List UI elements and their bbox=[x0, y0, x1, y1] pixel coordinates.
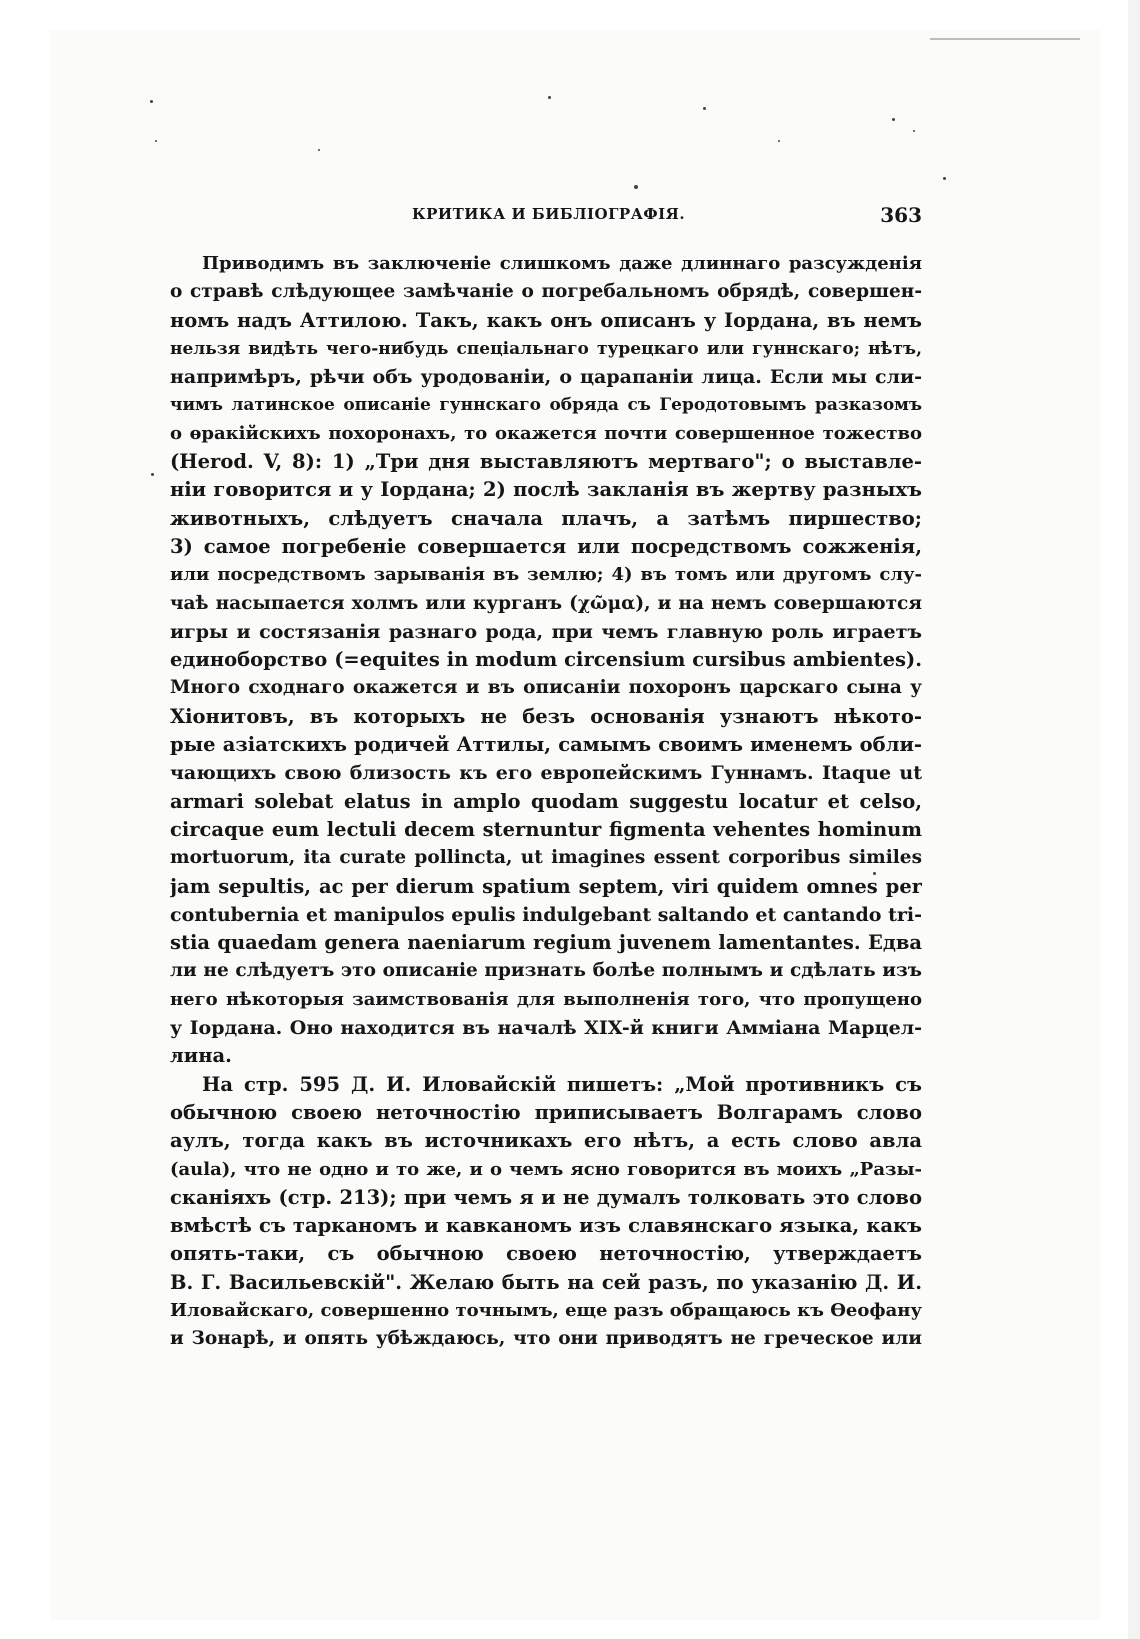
text-line: 3) самое погребеніе совершается или посредствомъ сожженія, bbox=[170, 534, 922, 558]
text-line: опять-таки, съ обычною своею неточностію, утверждаетъ bbox=[170, 1242, 922, 1266]
text-line: Хіонитовъ, въ которыхъ не безъ основанія узнаютъ нѣкото- bbox=[170, 704, 922, 728]
text-line: чаѣ насыпается холмъ или курганъ (χῶμα), и на немъ совершаются bbox=[170, 592, 922, 614]
text-line: рые азіатскихъ родичей Аттилы, самымъ своимъ именемъ обли- bbox=[170, 733, 922, 757]
scan-speck bbox=[318, 149, 320, 151]
text-line: jam sepultis, ac per dierum spatium septem, viri quidem omnes per bbox=[170, 874, 922, 898]
text-line: Иловайскаго, совершенно точнымъ, еще разъ обращаюсь къ Ѳеофану bbox=[170, 1299, 922, 1321]
text-line: чающихъ свою близость къ его европейскимъ Гуннамъ. Itaque ut bbox=[170, 762, 922, 785]
text-line: stia quaedam genera naeniarum regium juvenem lamentantes. Едва bbox=[170, 931, 922, 955]
text-line: аулъ, тогда какъ въ источникахъ его нѣтъ, а есть слово авла bbox=[170, 1129, 922, 1153]
text-line: напримѣръ, рѣчи объ уродованіи, о царапаніи лица. Если мы сли- bbox=[170, 366, 922, 389]
text-line: чимъ латинское описаніе гуннскаго обряда съ Геродотовымъ разказомъ bbox=[170, 395, 922, 416]
text-line: На стр. 595 Д. И. Иловайскій пишетъ: „Мой противникъ съ bbox=[202, 1072, 922, 1096]
text-line: обычною своею неточностію приписываетъ Волгарамъ слово bbox=[170, 1100, 922, 1124]
running-title: КРИТИКА И БИБЛІОГРАФІЯ. bbox=[412, 205, 686, 223]
text-line: него нѣкоторыя заимствованія для выполненія того, что пропущено bbox=[170, 988, 922, 1010]
scan-speck bbox=[634, 185, 638, 189]
scan-speck bbox=[548, 96, 551, 99]
scan-speck bbox=[150, 100, 153, 103]
text-line: (aula), что не одно и то же, и о чемъ ясно говорится въ моихъ „Разы- bbox=[170, 1158, 922, 1180]
text-line: нельзя видѣть чего-нибудь спеціальнаго турецкаго или гуннскаго; нѣтъ, bbox=[170, 338, 922, 359]
text-line: единоборство (=equites in modum circensium cursibus ambientes). bbox=[170, 648, 922, 672]
text-line: mortuorum, ita curate pollincta, ut imagines essent corporibus similes bbox=[170, 847, 922, 869]
text-line: животныхъ, слѣдуетъ сначала плачъ, а затѣмъ пиршество; bbox=[170, 506, 922, 530]
text-line: circaque eum lectuli decem sternuntur figmenta vehentes hominum bbox=[170, 817, 922, 841]
scan-speck bbox=[913, 130, 915, 132]
top-edge-rule bbox=[930, 38, 1080, 40]
scan-speck bbox=[892, 118, 895, 121]
text-line: номъ надъ Аттилою. Такъ, какъ онъ описанъ у Іордана, въ немъ bbox=[170, 308, 922, 332]
scan-speck bbox=[151, 473, 154, 476]
text-line: contubernia et manipulos epulis indulgebant saltando et cantando tri- bbox=[170, 903, 922, 926]
text-line: или посредствомъ зарыванія въ землю; 4) въ томъ или другомъ слу- bbox=[170, 564, 922, 586]
page-number: 363 bbox=[880, 203, 922, 227]
text-line: ніи говорится и у Іордана; 2) послѣ закланія въ жертву разныхъ bbox=[170, 478, 922, 502]
text-line: Много сходнаго окажется и въ описаніи похоронъ царскаго сына у bbox=[170, 677, 922, 699]
page-header bbox=[170, 203, 922, 229]
text-line: о стравѣ слѣдующее замѣчаніе о погребальномъ обрядѣ, совершен- bbox=[170, 281, 922, 303]
text-line: игры и состязанія разнаго рода, при чемъ главную роль играетъ bbox=[170, 620, 922, 643]
text-line: ли не слѣдуетъ это описаніе признать болѣе полнымъ и сдѣлать изъ bbox=[170, 960, 922, 982]
text-line: у Іордана. Оно находится въ началѣ XIX-й книги Аммiана Марцел- bbox=[170, 1017, 922, 1040]
body-text bbox=[170, 250, 922, 1354]
text-line: В. Г. Васильевскій". Желаю быть на сей разъ, по указанію Д. И. bbox=[170, 1270, 922, 1294]
scan-speck bbox=[778, 140, 780, 142]
text-line: лина. bbox=[170, 1044, 232, 1068]
text-line: (Herod. V, 8): 1) „Три дня выставляютъ мертваго"; о выставле- bbox=[170, 450, 922, 474]
text-line: и Зонарѣ, и опять убѣждаюсь, что они приводятъ не греческое или bbox=[170, 1328, 922, 1350]
scan-speck bbox=[703, 107, 706, 110]
page-right-edge bbox=[1128, 0, 1140, 1639]
text-line: Приводимъ въ заключеніе слишкомъ даже длиннаго разсужденія bbox=[202, 253, 922, 274]
text-line: вмѣстѣ съ тарканомъ и кавканомъ изъ славянскаго языка, какъ bbox=[170, 1214, 922, 1238]
scan-speck bbox=[155, 140, 157, 142]
text-line: о ѳракійскихъ похоронахъ, то окажется почти совершенное тожество bbox=[170, 422, 922, 444]
scan-speck bbox=[943, 177, 946, 180]
text-line: armari solebat elatus in amplo quodam suggestu locatur et celso, bbox=[170, 789, 922, 813]
text-line: сканіяхъ (стр. 213); при чемъ я и не думалъ толковать это слово bbox=[170, 1185, 922, 1209]
